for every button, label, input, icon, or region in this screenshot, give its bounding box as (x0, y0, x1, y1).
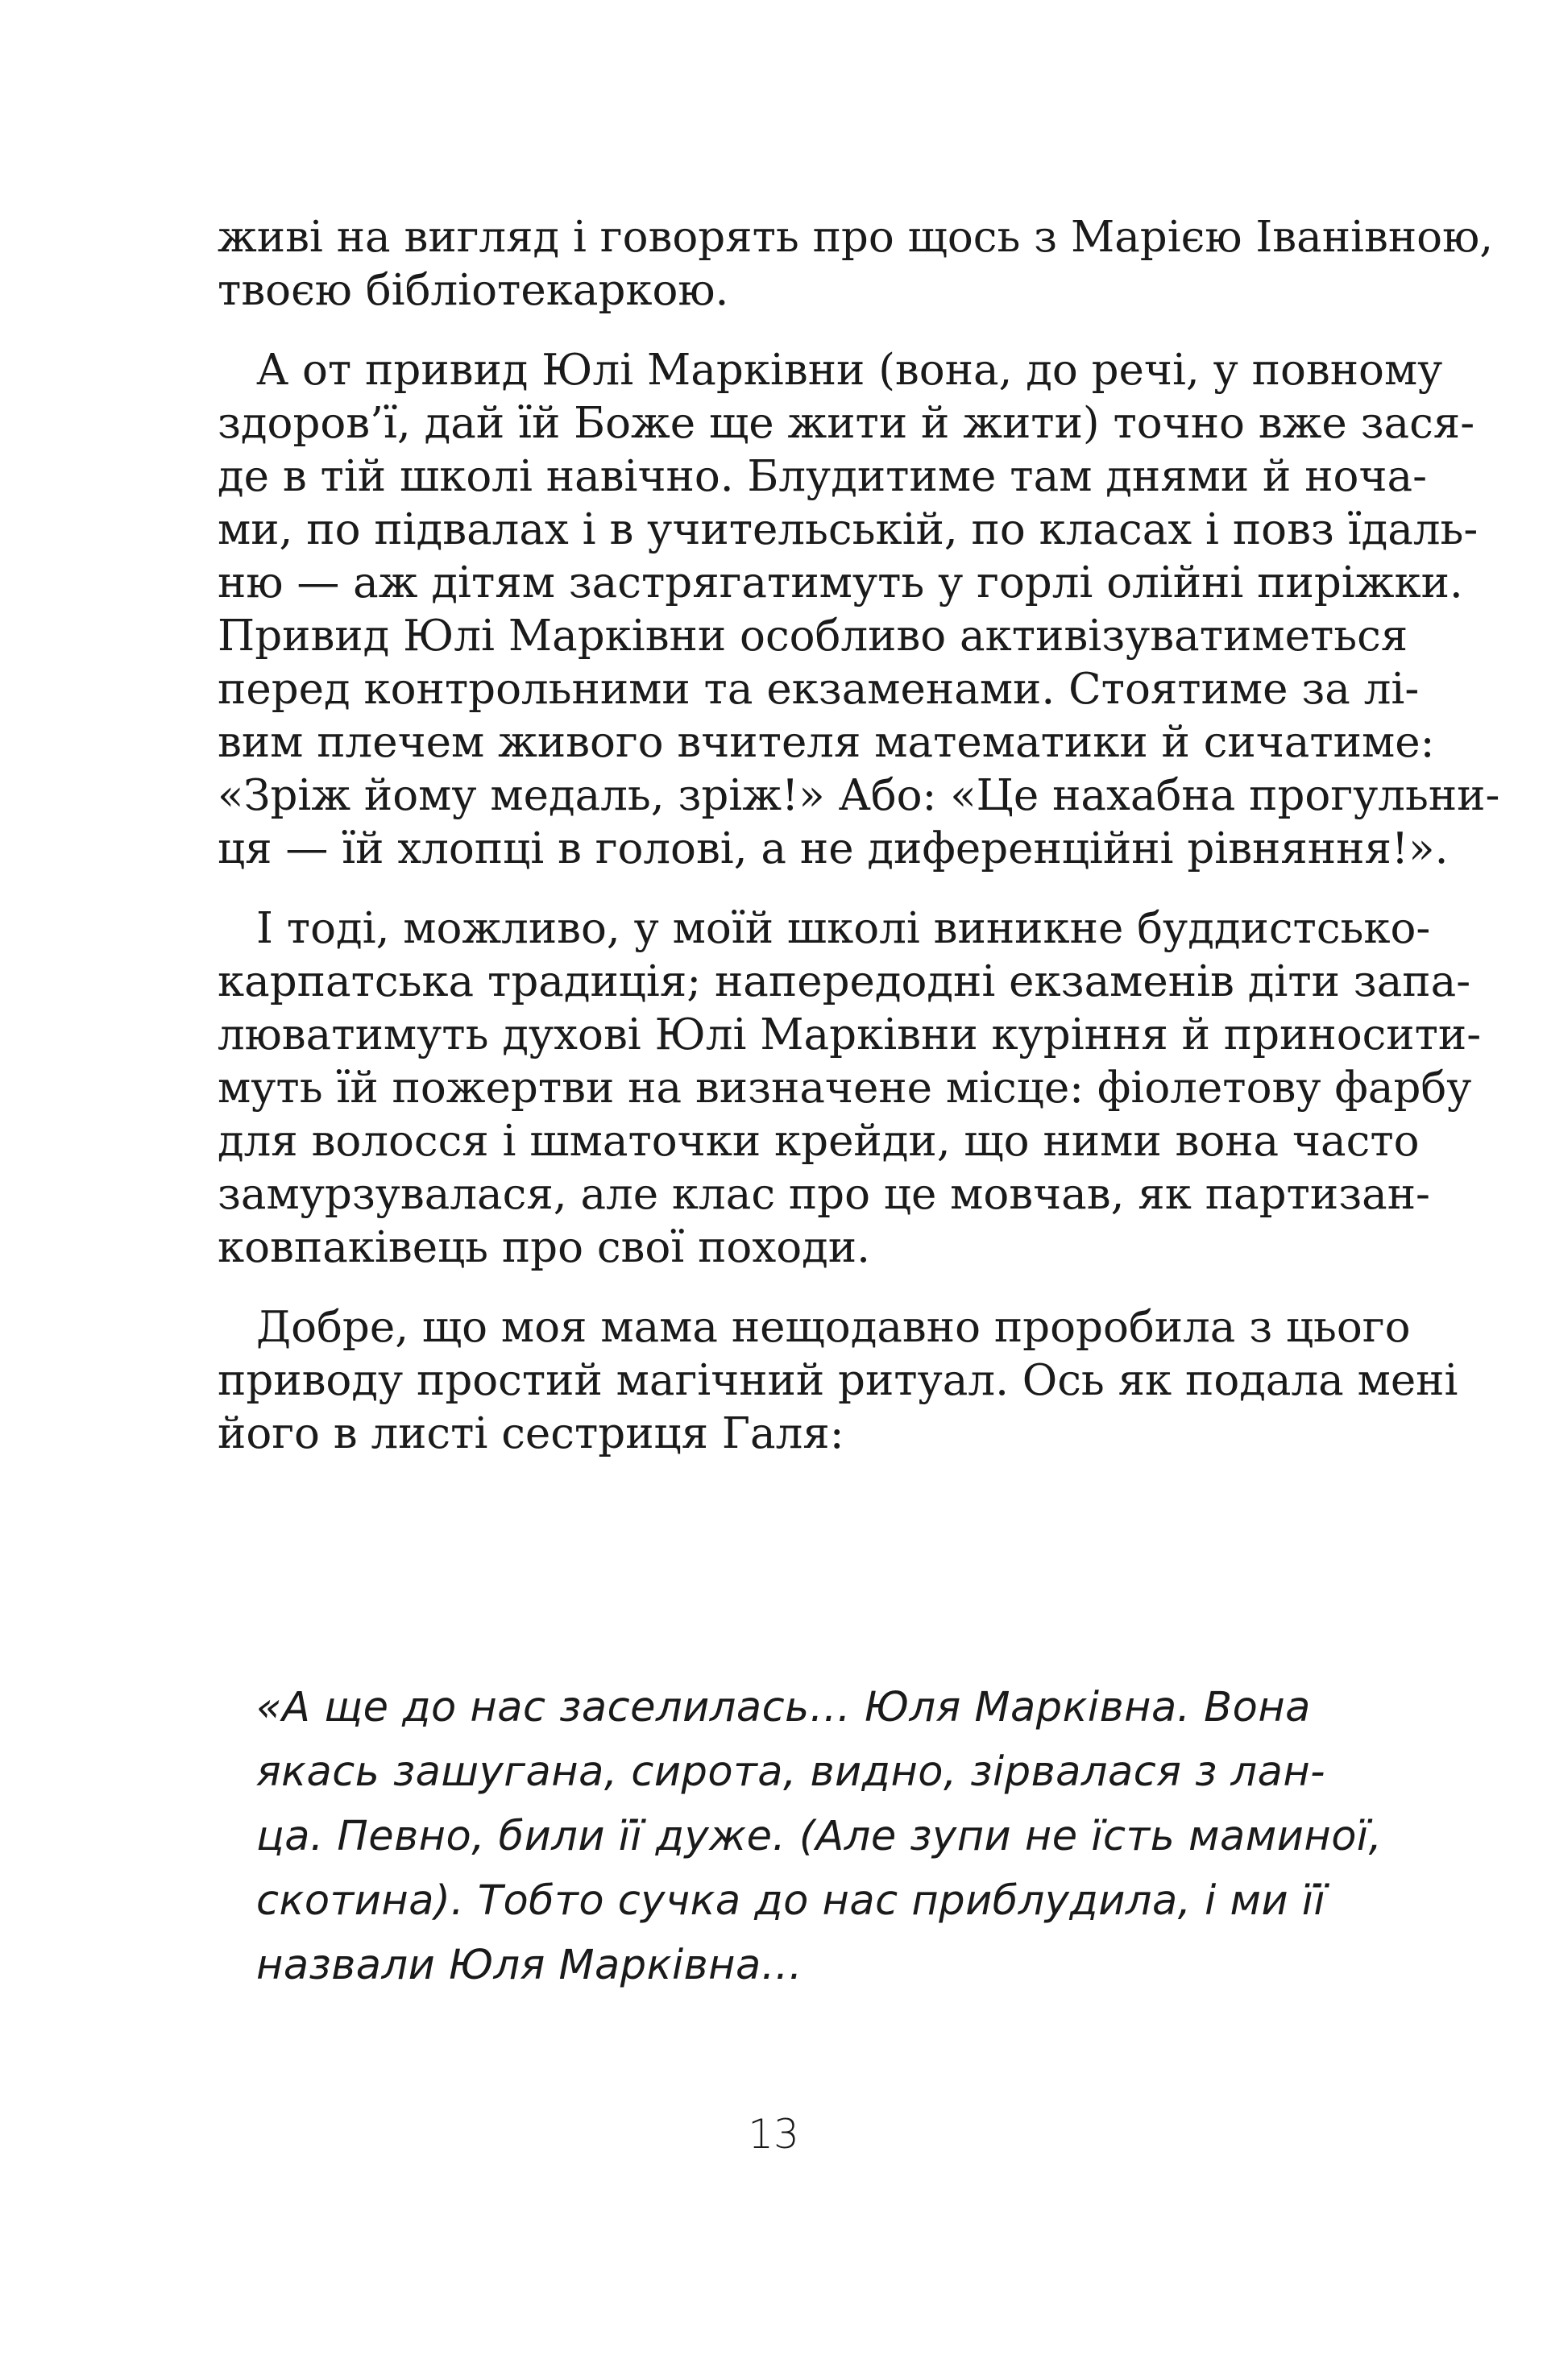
text-line: ця — їй хлопці в голові, а не диференційні рівняння!». (218, 824, 1449, 873)
body-text (218, 211, 1500, 1461)
text-line: живі на вигляд і говорять про щось з Марією Іванівною, (218, 213, 1494, 262)
text-line: твоєю бібліотекаркою. (218, 266, 729, 315)
text-line: Добре, що моя мама нещодавно проробила з цього (256, 1303, 1411, 1352)
text-line: замурзувалася, але клас про це мовчав, як партизан- (218, 1170, 1430, 1219)
text-line: де в тій школі навічно. Блудитиме там днями й ноча- (218, 452, 1428, 501)
letter-line: ца. Певно, били її дуже. (Але зупи не їсть маминої, (256, 1813, 1383, 1860)
text-line: А от привид Юлі Марківни (вона, до речі, у повному (256, 346, 1443, 395)
text-line: його в листі сестриця Галя: (218, 1409, 844, 1458)
text-line: для волосся і шматочки крейди, що ними вона часто (218, 1117, 1420, 1166)
handwritten-letter-quote (256, 1676, 1383, 1998)
paragraph-gap (218, 876, 1329, 902)
paragraph-gap (218, 317, 1329, 344)
paragraph (218, 902, 1482, 1275)
letter-line: якась зашугана, сирота, видно, зірвалася з лан- (256, 1748, 1326, 1796)
letter-line: скотина). Тобто сучка до нас приблудила, і ми її (256, 1877, 1326, 1925)
text-line: ми, по підвалах і в учительській, по класах і повз їдаль- (218, 505, 1479, 554)
text-line: карпатська традиція; напередодні екзаменів діти запа- (218, 957, 1471, 1006)
paragraph (218, 211, 1494, 317)
paragraph (218, 1301, 1458, 1461)
text-line: ковпаківець про свої походи. (218, 1223, 870, 1272)
text-line: люватимуть духові Юлі Марківни куріння й приносити- (218, 1010, 1482, 1059)
letter-line: назвали Юля Марківна… (256, 1942, 803, 1989)
paragraph (218, 344, 1500, 876)
text-line: Привид Юлі Марківни особливо активізуватиметься (218, 612, 1408, 661)
text-line: ню — аж дітям застрягатимуть у горлі олійні пиріжки. (218, 558, 1463, 607)
page-number: 13 (748, 2111, 799, 2158)
text-line: здоров’ї, дай їй Боже ще жити й жити) точно вже зася- (218, 399, 1475, 448)
text-line: муть їй пожертви на визначене місце: фіолетову фарбу (218, 1064, 1472, 1113)
text-line: перед контрольними та екзаменами. Стоятиме за лі- (218, 665, 1420, 714)
paragraph-gap (218, 1275, 1329, 1301)
text-line: вим плечем живого вчителя математики й сичатиме: (218, 718, 1435, 767)
text-line: приводу простий магічний ритуал. Ось як подала мені (218, 1356, 1458, 1405)
text-line: «Зріж йому медаль, зріж!» Або: «Це нахабна прогульни- (218, 771, 1500, 820)
text-line: І тоді, можливо, у моїй школі виникне буддистсько- (256, 904, 1431, 953)
letter-line: «А ще до нас заселилась… Юля Марківна. Вона (256, 1684, 1311, 1731)
